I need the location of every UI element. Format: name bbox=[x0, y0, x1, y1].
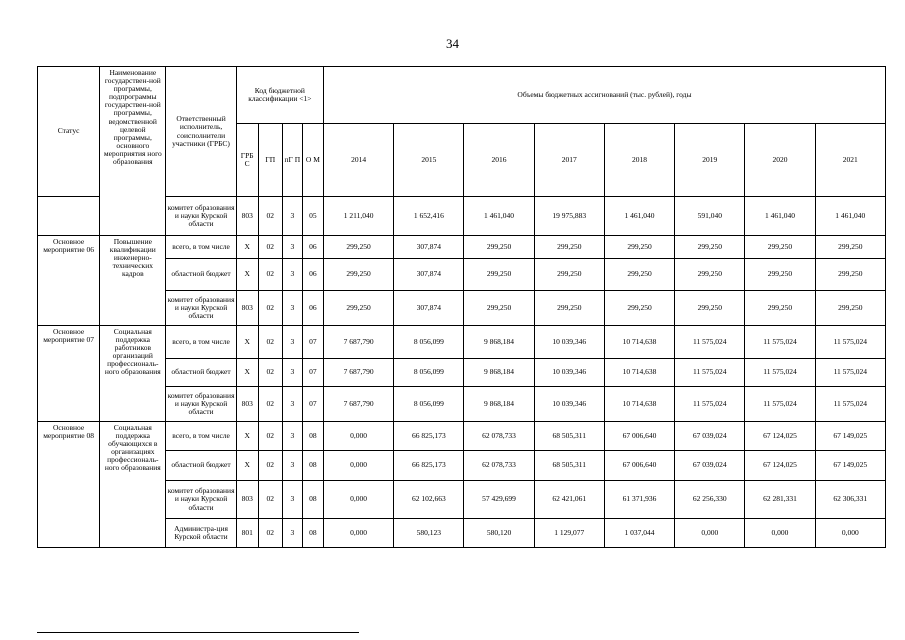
gp-cell: 02 bbox=[258, 197, 282, 236]
table-row bbox=[38, 326, 886, 359]
value-cell: 307,874 bbox=[394, 236, 464, 259]
pgp-cell: 3 bbox=[282, 326, 302, 359]
om-cell: 08 bbox=[302, 422, 323, 451]
value-cell: 307,874 bbox=[394, 291, 464, 326]
value-cell: 299,250 bbox=[534, 236, 604, 259]
value-cell: 67 149,025 bbox=[815, 451, 885, 481]
value-cell: 19 975,883 bbox=[534, 197, 604, 236]
value-cell: 62 078,733 bbox=[464, 451, 534, 481]
value-cell: 299,250 bbox=[745, 259, 815, 291]
year-header: 2017 bbox=[534, 124, 604, 197]
value-cell: 10 714,638 bbox=[604, 326, 674, 359]
value-cell: 61 371,936 bbox=[604, 481, 674, 519]
value-cell: 299,250 bbox=[464, 236, 534, 259]
year-header: 2020 bbox=[745, 124, 815, 197]
value-cell: 299,250 bbox=[534, 291, 604, 326]
value-cell: 299,250 bbox=[323, 259, 393, 291]
value-cell: 299,250 bbox=[604, 291, 674, 326]
executor-cell: комитет образования и науки Курской области bbox=[166, 481, 236, 519]
footnote-divider bbox=[37, 632, 359, 633]
value-cell: 11 575,024 bbox=[745, 359, 815, 387]
value-cell: 10 039,346 bbox=[534, 359, 604, 387]
gp-cell: 02 bbox=[258, 291, 282, 326]
table-body bbox=[38, 236, 886, 548]
pgp-cell: 3 bbox=[282, 236, 302, 259]
gp-cell: 02 bbox=[258, 236, 282, 259]
value-cell: 299,250 bbox=[815, 291, 885, 326]
value-cell: 7 687,790 bbox=[323, 387, 393, 422]
value-cell: 299,250 bbox=[464, 291, 534, 326]
value-cell: 67 124,025 bbox=[745, 451, 815, 481]
gp-cell: 02 bbox=[258, 387, 282, 422]
executor-cell: областной бюджет bbox=[166, 359, 236, 387]
table-row bbox=[38, 236, 886, 259]
value-cell: 1 037,044 bbox=[604, 519, 674, 548]
value-cell: 1 461,040 bbox=[815, 197, 885, 236]
om-cell: 06 bbox=[302, 291, 323, 326]
value-cell: 67 006,640 bbox=[604, 422, 674, 451]
value-cell: 8 056,099 bbox=[394, 387, 464, 422]
value-cell: 11 575,024 bbox=[815, 326, 885, 359]
value-cell: 580,120 bbox=[464, 519, 534, 548]
grbs-cell: Х bbox=[236, 259, 258, 291]
gp-cell: 02 bbox=[258, 481, 282, 519]
executor-cell: Администра-ция Курской области bbox=[166, 519, 236, 548]
pgp-cell: 3 bbox=[282, 451, 302, 481]
grbs-cell: Х bbox=[236, 451, 258, 481]
page-number: 34 bbox=[446, 36, 459, 51]
value-cell: 299,250 bbox=[534, 259, 604, 291]
grbs-cell: Х bbox=[236, 359, 258, 387]
value-cell: 7 687,790 bbox=[323, 359, 393, 387]
pgp-cell: 3 bbox=[282, 387, 302, 422]
value-cell: 299,250 bbox=[464, 259, 534, 291]
value-cell: 10 039,346 bbox=[534, 387, 604, 422]
year-header: 2018 bbox=[604, 124, 674, 197]
gp-cell: 02 bbox=[258, 259, 282, 291]
status-cell: Основное мероприятие 08 bbox=[38, 422, 100, 548]
pgp-cell: 3 bbox=[282, 422, 302, 451]
value-cell: 7 687,790 bbox=[323, 326, 393, 359]
grbs-cell: Х bbox=[236, 236, 258, 259]
gp-cell: 02 bbox=[258, 422, 282, 451]
value-cell: 8 056,099 bbox=[394, 359, 464, 387]
value-cell: 307,874 bbox=[394, 259, 464, 291]
value-cell: 67 149,025 bbox=[815, 422, 885, 451]
value-cell: 11 575,024 bbox=[745, 387, 815, 422]
value-cell: 68 505,311 bbox=[534, 451, 604, 481]
gp-cell: 02 bbox=[258, 326, 282, 359]
value-cell: 0,000 bbox=[675, 519, 745, 548]
value-cell: 57 429,699 bbox=[464, 481, 534, 519]
status-cell bbox=[38, 197, 100, 236]
value-cell: 0,000 bbox=[745, 519, 815, 548]
value-cell: 11 575,024 bbox=[815, 359, 885, 387]
om-header: О М bbox=[302, 124, 323, 197]
budget-code-header: Код бюджетной классификации <1> bbox=[236, 67, 323, 124]
om-cell: 08 bbox=[302, 451, 323, 481]
value-cell: 299,250 bbox=[323, 236, 393, 259]
om-cell: 07 bbox=[302, 326, 323, 359]
program-header: Наименование государствен-ной программы, подпрограммы государствен-ной программы, ведомственной целевой программы, основного мероприятия ного образования bbox=[100, 67, 166, 236]
status-header: Статус bbox=[38, 67, 100, 197]
executor-cell: комитет образования и науки Курской области bbox=[166, 387, 236, 422]
year-header: 2016 bbox=[464, 124, 534, 197]
value-cell: 1 461,040 bbox=[604, 197, 674, 236]
value-cell: 62 102,663 bbox=[394, 481, 464, 519]
value-cell: 9 868,184 bbox=[464, 359, 534, 387]
executor-cell: всего, в том числе bbox=[166, 326, 236, 359]
value-cell: 0,000 bbox=[323, 422, 393, 451]
value-cell: 299,250 bbox=[815, 236, 885, 259]
value-cell: 299,250 bbox=[675, 236, 745, 259]
value-cell: 66 825,173 bbox=[394, 422, 464, 451]
status-cell: Основное мероприятие 07 bbox=[38, 326, 100, 422]
program-cell: Социальная поддержка работников организаций профессиональ-ного образования bbox=[100, 326, 166, 422]
pgp-cell: 3 bbox=[282, 481, 302, 519]
grbs-cell: 801 bbox=[236, 519, 258, 548]
value-cell: 62 078,733 bbox=[464, 422, 534, 451]
om-cell: 07 bbox=[302, 359, 323, 387]
pgp-cell: 3 bbox=[282, 197, 302, 236]
grbs-cell: 803 bbox=[236, 387, 258, 422]
value-cell: 67 039,024 bbox=[675, 451, 745, 481]
value-cell: 62 256,330 bbox=[675, 481, 745, 519]
value-cell: 1 211,040 bbox=[323, 197, 393, 236]
executor-cell: всего, в том числе bbox=[166, 422, 236, 451]
value-cell: 299,250 bbox=[745, 291, 815, 326]
status-cell: Основное мероприятие 06 bbox=[38, 236, 100, 326]
value-cell: 299,250 bbox=[604, 236, 674, 259]
grbs-cell: Х bbox=[236, 422, 258, 451]
value-cell: 299,250 bbox=[323, 291, 393, 326]
value-cell: 0,000 bbox=[815, 519, 885, 548]
value-cell: 8 056,099 bbox=[394, 326, 464, 359]
value-cell: 591,040 bbox=[675, 197, 745, 236]
year-header: 2015 bbox=[394, 124, 464, 197]
value-cell: 62 281,331 bbox=[745, 481, 815, 519]
grbs-header: ГРБ С bbox=[236, 124, 258, 197]
value-cell: 10 714,638 bbox=[604, 387, 674, 422]
grbs-cell: 803 bbox=[236, 197, 258, 236]
gp-cell: 02 bbox=[258, 451, 282, 481]
value-cell: 299,250 bbox=[815, 259, 885, 291]
value-cell: 10 714,638 bbox=[604, 359, 674, 387]
value-cell: 67 006,640 bbox=[604, 451, 674, 481]
pgp-cell: 3 bbox=[282, 259, 302, 291]
om-cell: 08 bbox=[302, 519, 323, 548]
executor-cell: областной бюджет bbox=[166, 259, 236, 291]
value-cell: 1 461,040 bbox=[745, 197, 815, 236]
value-cell: 9 868,184 bbox=[464, 326, 534, 359]
value-cell: 11 575,024 bbox=[675, 387, 745, 422]
value-cell: 580,123 bbox=[394, 519, 464, 548]
value-cell: 0,000 bbox=[323, 481, 393, 519]
value-cell: 299,250 bbox=[745, 236, 815, 259]
value-cell: 9 868,184 bbox=[464, 387, 534, 422]
value-cell: 1 129,077 bbox=[534, 519, 604, 548]
volumes-header: Объемы бюджетных ассигнований (тыс. рублей), годы bbox=[323, 67, 885, 124]
executor-cell: комитет образования и науки Курской области bbox=[166, 197, 236, 236]
value-cell: 0,000 bbox=[323, 451, 393, 481]
value-cell: 68 505,311 bbox=[534, 422, 604, 451]
executor-cell: областной бюджет bbox=[166, 451, 236, 481]
value-cell: 10 039,346 bbox=[534, 326, 604, 359]
grbs-cell: 803 bbox=[236, 481, 258, 519]
value-cell: 67 124,025 bbox=[745, 422, 815, 451]
executor-cell: всего, в том числе bbox=[166, 236, 236, 259]
value-cell: 11 575,024 bbox=[675, 359, 745, 387]
om-cell: 08 bbox=[302, 481, 323, 519]
program-cell: Повышение квалификации инженерно-технических кадров bbox=[100, 236, 166, 326]
value-cell: 299,250 bbox=[675, 291, 745, 326]
value-cell: 11 575,024 bbox=[675, 326, 745, 359]
value-cell: 11 575,024 bbox=[815, 387, 885, 422]
value-cell: 67 039,024 bbox=[675, 422, 745, 451]
value-cell: 11 575,024 bbox=[745, 326, 815, 359]
value-cell: 299,250 bbox=[675, 259, 745, 291]
executor-header: Ответственный исполнитель, соисполнители участники (ГРБС) bbox=[166, 67, 236, 197]
value-cell: 62 421,061 bbox=[534, 481, 604, 519]
om-cell: 06 bbox=[302, 236, 323, 259]
executor-cell: комитет образования и науки Курской области bbox=[166, 291, 236, 326]
year-header: 2014 bbox=[323, 124, 393, 197]
year-header: 2019 bbox=[675, 124, 745, 197]
om-cell: 06 bbox=[302, 259, 323, 291]
value-cell: 1 461,040 bbox=[464, 197, 534, 236]
grbs-cell: 803 bbox=[236, 291, 258, 326]
pgp-cell: 3 bbox=[282, 359, 302, 387]
year-header: 2021 bbox=[815, 124, 885, 197]
pgp-cell: 3 bbox=[282, 519, 302, 548]
value-cell: 299,250 bbox=[604, 259, 674, 291]
value-cell: 66 825,173 bbox=[394, 451, 464, 481]
program-cell: Социальная поддержка обучающихся в организациях профессиональ-ного образования bbox=[100, 422, 166, 548]
gp-header: ГП bbox=[258, 124, 282, 197]
om-cell: 05 bbox=[302, 197, 323, 236]
gp-cell: 02 bbox=[258, 519, 282, 548]
value-cell: 1 652,416 bbox=[394, 197, 464, 236]
value-cell: 0,000 bbox=[323, 519, 393, 548]
pgp-cell: 3 bbox=[282, 291, 302, 326]
pgp-header: пГ П bbox=[282, 124, 302, 197]
table-row bbox=[38, 422, 886, 451]
budget-allocation-table bbox=[37, 66, 886, 548]
gp-cell: 02 bbox=[258, 359, 282, 387]
grbs-cell: Х bbox=[236, 326, 258, 359]
value-cell: 62 306,331 bbox=[815, 481, 885, 519]
om-cell: 07 bbox=[302, 387, 323, 422]
